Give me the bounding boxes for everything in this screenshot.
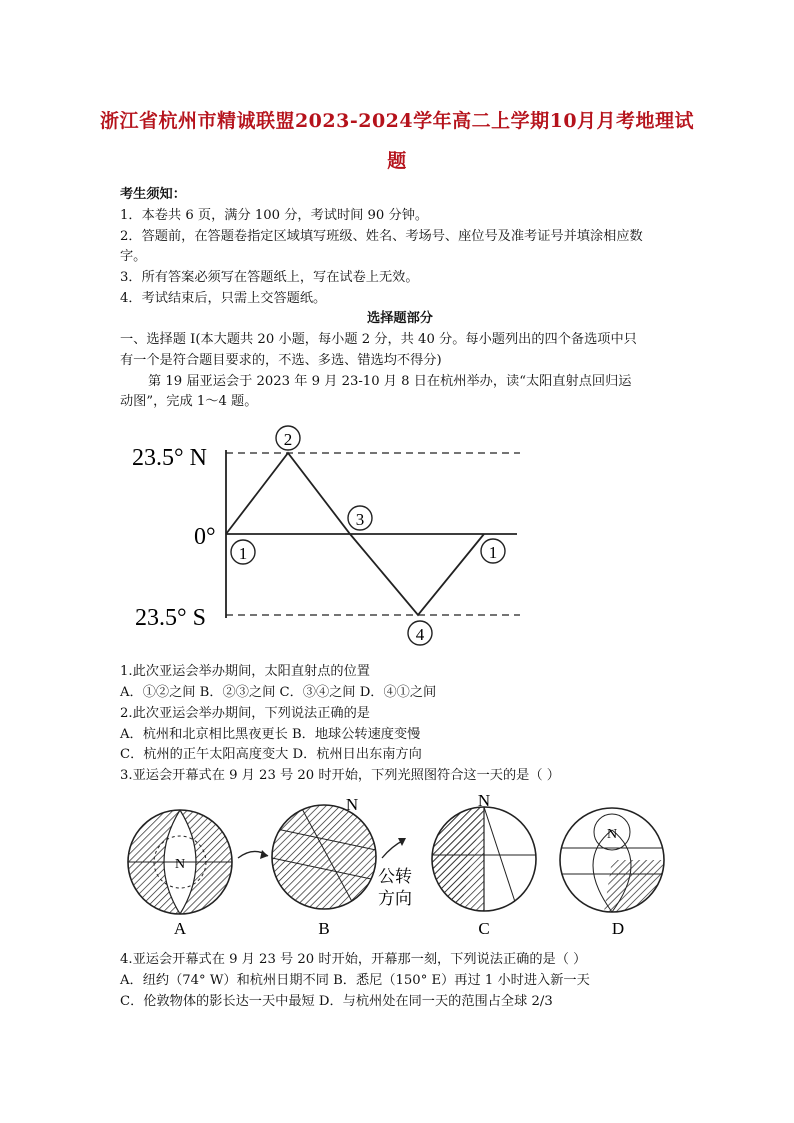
svg-text:1: 1 [488,543,498,562]
notice-item: 字。 [120,249,147,264]
context-line-1: 第 19 届亚运会于 2023 年 9 月 23-10 月 8 日在杭州举办，读“太阳直射点回归运 [148,374,632,389]
lat-lines [226,450,520,618]
svg-text:2: 2 [283,430,293,449]
question-2-options-cd: C．杭州的正午太阳高度变大 D．杭州日出东南方向 [120,747,422,762]
context-line-2: 动图”，完成 1～4 题。 [120,394,258,409]
svg-text:1: 1 [238,544,248,563]
globe-label-b: B [318,919,330,938]
north-label-c: N [477,791,491,810]
section-intro-1: 一、选择题 I(本大题共 20 小题，每小题 2 分，共 40 分。每小题列出的四个备选项中只 [120,332,637,347]
notice-heading: 考生须知： [120,187,186,202]
globe-c [432,791,536,911]
globe-b [272,795,376,910]
point-3 [348,506,372,530]
notice-item: 1．本卷共 6 页，满分 100 分，考试时间 90 分钟。 [120,208,429,223]
globe-label-a: A [173,919,187,938]
point-1-left [231,540,255,564]
label-equator: 0° [194,524,216,550]
north-label: N [345,795,359,814]
question-4-options-cd: C．伦敦物体的影长达一天中最短 D．与杭州处在同一天的范围占全球 2/3 [120,994,553,1009]
globe-d [560,808,664,912]
svg-text:N: N [174,857,186,872]
section-heading: 选择题部分 [367,311,433,326]
title-line-1: 浙江省杭州市精诚联盟2023-2024学年高二上学期10月月考地理试 [99,110,695,132]
globe-a [128,810,232,914]
svg-text:3: 3 [355,510,365,529]
label-23-5-s: 23.5° S [135,605,206,631]
globe-label-d: D [611,919,625,938]
question-1: 1.此次亚运会举办期间，太阳直射点的位置 [120,664,370,679]
label-23-5-n: 23.5° N [132,445,207,471]
point-1-right [481,539,505,563]
notice-item: 4．考试结束后，只需上交答题纸。 [120,291,327,306]
notice-item: 2．答题前，在答题卷指定区域填写班级、姓名、考场号、座位号及准考证号并填涂相应数 [120,229,643,244]
question-2-options-ab: A．杭州和北京相比黑夜更长 B．地球公转速度变慢 [120,727,421,742]
svg-text:4: 4 [415,625,425,644]
point-4 [408,621,432,645]
question-4: 4.亚运会开幕式在 9 月 23 号 20 时开始，开幕那一刻，下列说法正确的是（ ） [120,952,587,967]
question-4-options-ab: A．纽约（74° W）和杭州日期不同 B．悉尼（150° E）再过 1 小时进入新一天 [120,973,590,988]
north-label-d: N [606,827,618,842]
notice-item: 3．所有答案必须写在答题纸上，写在试卷上无效。 [120,270,419,285]
revolution-label-2: 方向 [378,889,412,908]
question-2: 2.此次亚运会举办期间，下列说法正确的是 [120,706,370,721]
globe-label-c: C [478,919,490,938]
question-3: 3.亚运会开幕式在 9 月 23 号 20 时开始，下列光照图符合这一天的是（ ） [120,768,560,783]
point-2 [276,426,300,450]
title-line-2: 题 [387,150,407,172]
question-1-options: A．①②之间 B．②③之间 C．③④之间 D．④①之间 [120,685,437,700]
revolution-label-1: 公转 [378,867,412,886]
section-intro-2: 有一个是符合题目要求的，不选、多选、错选均不得分) [120,353,442,368]
